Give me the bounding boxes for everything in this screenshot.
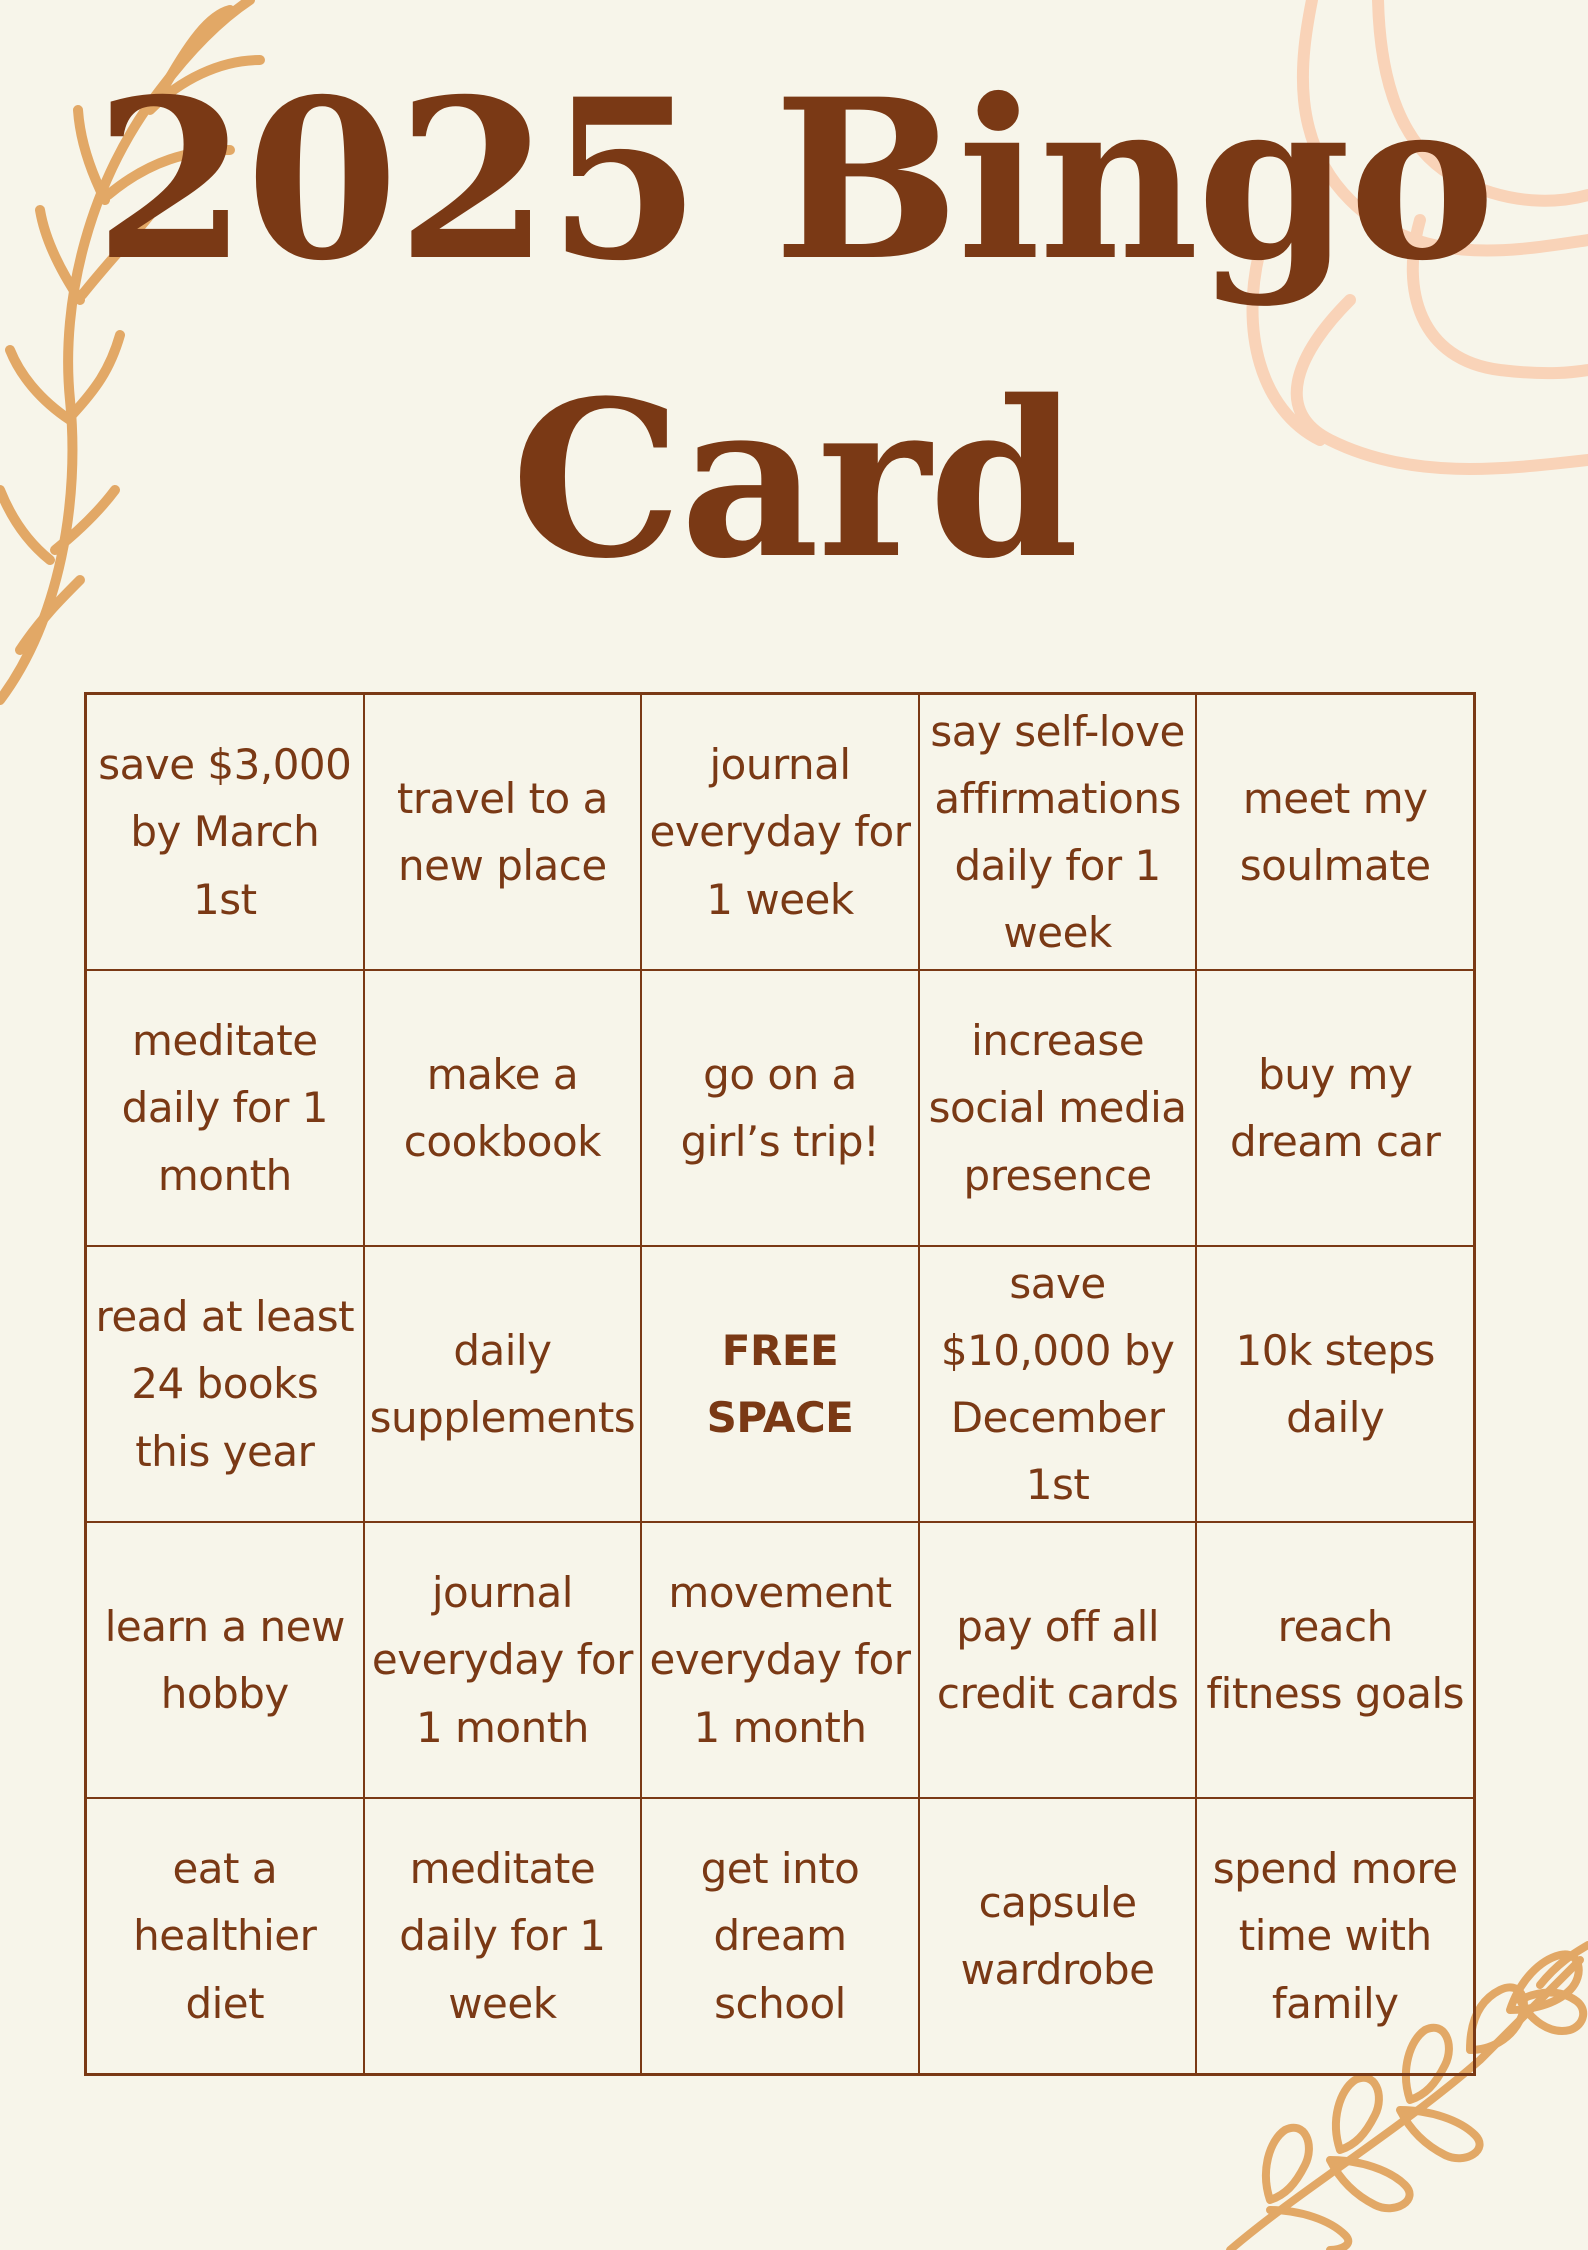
bingo-cell-r4c2: journal everyday for 1 month — [364, 1522, 642, 1798]
bingo-cell-r5c4: capsule wardrobe — [919, 1798, 1197, 2074]
bingo-cell-r5c5: spend more time with family — [1196, 1798, 1474, 2074]
bingo-cell-r2c3: go on a girl’s trip! — [641, 970, 919, 1246]
bingo-cell-r2c2: make a cookbook — [364, 970, 642, 1246]
bingo-cell-r3c5: 10k steps daily — [1196, 1246, 1474, 1522]
bingo-cell-r3c4: save $10,000 by December 1st — [919, 1246, 1197, 1522]
bingo-grid — [84, 692, 1476, 2076]
bingo-cell-r4c5: reach fitness goals — [1196, 1522, 1474, 1798]
bingo-cell-r5c1: eat a healthier diet — [86, 1798, 364, 2074]
bingo-cell-r3c1: read at least 24 books this year — [86, 1246, 364, 1522]
bingo-cell-r5c3: get into dream school — [641, 1798, 919, 2074]
bingo-cell-r1c5: meet my soulmate — [1196, 694, 1474, 970]
bingo-cell-r1c2: travel to a new place — [364, 694, 642, 970]
bingo-cell-r4c3: movement everyday for 1 month — [641, 1522, 919, 1798]
page-title-line-2: Card — [510, 353, 1078, 606]
bingo-cell-r3c2: daily supplements — [364, 1246, 642, 1522]
bingo-cell-r1c1: save $3,000 by March 1st — [86, 694, 364, 970]
bingo-cell-r1c3: journal everyday for 1 week — [641, 694, 919, 970]
bingo-cell-r2c1: meditate daily for 1 month — [86, 970, 364, 1246]
bingo-cell-r1c4: say self-love affirmations daily for 1 week — [919, 694, 1197, 970]
bingo-cell-r2c5: buy my dream car — [1196, 970, 1474, 1246]
bingo-cell-r4c1: learn a new hobby — [86, 1522, 364, 1798]
bingo-cell-r2c4: increase social media presence — [919, 970, 1197, 1246]
bingo-cell-r5c2: meditate daily for 1 week — [364, 1798, 642, 2074]
page-title-line-1: 2025 Bingo — [94, 50, 1494, 309]
bingo-cell-free-space: FREE SPACE — [641, 1246, 919, 1522]
bingo-cell-r4c4: pay off all credit cards — [919, 1522, 1197, 1798]
